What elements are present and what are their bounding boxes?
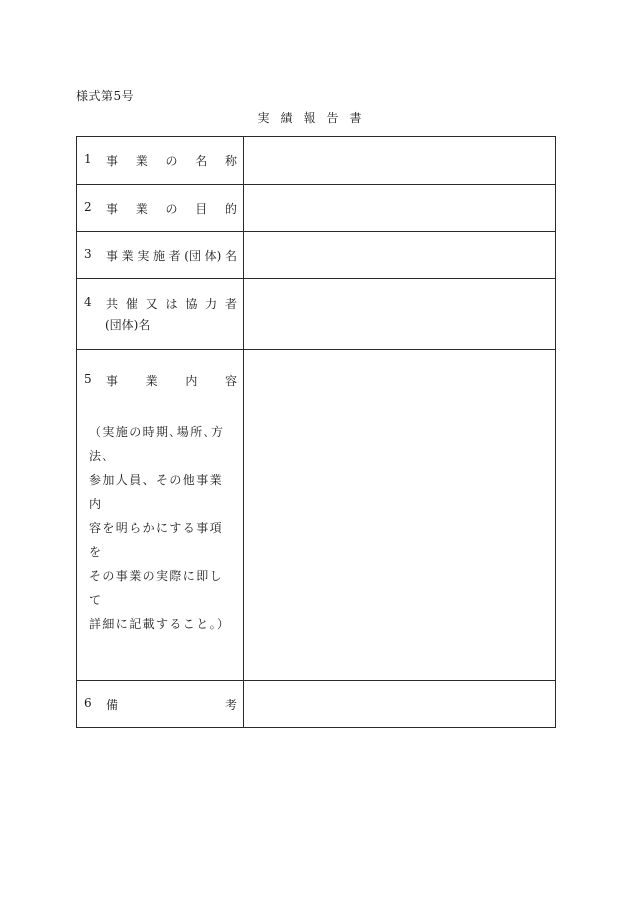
label-cell — [77, 185, 244, 232]
row-number: 4 — [84, 295, 92, 309]
document-title: 実績報告書 — [257, 111, 373, 125]
row-label: 事 業 内 容 — [106, 374, 237, 388]
row-label: 事 業 の 目 的 — [106, 201, 237, 216]
row-label: 備 考 — [106, 697, 237, 712]
remarks-field[interactable] — [244, 681, 556, 728]
label-cell — [77, 232, 244, 279]
row-label: 事 業 の 名 称 — [106, 154, 237, 168]
table-row-project-purpose — [77, 185, 556, 232]
row-number: 1 — [84, 152, 92, 166]
label-cell — [77, 681, 244, 728]
project-content-field[interactable] — [244, 350, 556, 681]
row-label: 事 業 実 施 者 (団 体) 名 — [106, 248, 237, 263]
row-number: 6 — [84, 695, 92, 710]
label-cell — [77, 137, 244, 185]
table-row-project-name — [77, 137, 556, 185]
row-number: 3 — [84, 246, 92, 261]
form-number: 様式第5号 — [76, 89, 135, 103]
row-label: 共 催 又 は 協 力 者 (団体)名 — [105, 297, 237, 332]
row-number: 5 — [84, 372, 92, 386]
report-table — [76, 136, 556, 728]
label-cell — [77, 350, 244, 681]
project-name-field[interactable] — [244, 137, 556, 185]
table-row-remarks — [77, 681, 556, 728]
table-row-cosponsor — [77, 279, 556, 350]
content-instructions: （実施の時期､場所､方法､ 参加人員、その他事業内 容を明らかにする事項を その事業の実際に即して 詳細に記載すること。） — [89, 425, 231, 631]
project-purpose-field[interactable] — [244, 185, 556, 232]
cosponsor-field[interactable] — [244, 279, 556, 350]
label-cell — [77, 279, 244, 350]
row-number: 2 — [84, 199, 92, 214]
table-row-implementer — [77, 232, 556, 279]
implementer-field[interactable] — [244, 232, 556, 279]
table-row-project-content — [77, 350, 556, 681]
